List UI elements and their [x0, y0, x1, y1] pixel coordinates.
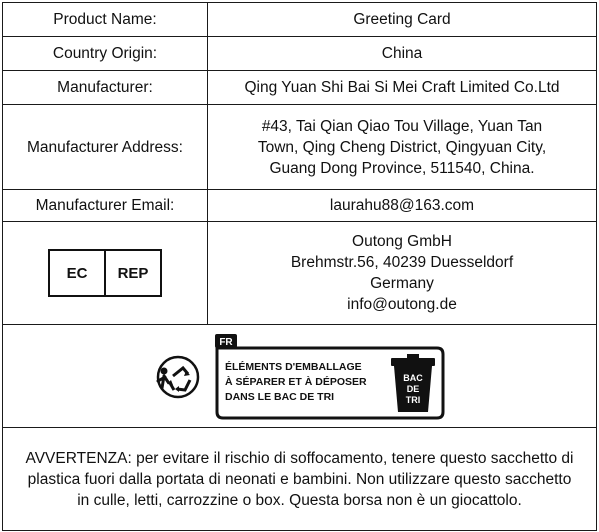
- country-origin-value: China: [208, 37, 597, 71]
- triman-line: À SÉPARER ET À DÉPOSER: [224, 376, 367, 388]
- table-row: [3, 37, 597, 71]
- rep-text: REP: [117, 264, 149, 282]
- bin-line: BAC: [402, 373, 423, 383]
- address-line: Guang Dong Province, 511540, China.: [269, 159, 535, 177]
- ec-rep-line: info@outong.de: [347, 296, 457, 313]
- ec-rep-line: Outong GmbH: [352, 233, 452, 250]
- warning-line: AVVERTENZA: per evitare il rischio di soffocamento, tenere questo sacchetto di: [25, 449, 574, 467]
- table-row: [3, 105, 597, 190]
- table-row: [3, 222, 597, 325]
- product-info-table: [2, 2, 597, 531]
- triman-cell: [3, 325, 597, 428]
- warning-text: [3, 428, 597, 531]
- triman-line: DANS LE BAC DE TRI: [224, 391, 334, 403]
- manufacturer-email-label: Manufacturer Email:: [3, 190, 208, 222]
- country-origin-label: Country Origin:: [3, 37, 208, 71]
- triman-logo: [7, 332, 592, 420]
- ec-rep-address: [208, 222, 597, 325]
- warning-line: plastica fuori dalla portata di neonati e bambini. Non utilizzare questo sacchetto: [27, 470, 572, 488]
- triman-line: ÉLÉMENTS D'EMBALLAGE: [224, 361, 362, 373]
- table-row: [3, 3, 597, 37]
- table-row: [3, 71, 597, 105]
- recycling-bin-icon: [391, 354, 435, 412]
- address-line: #43, Tai Qian Qiao Tou Village, Yuan Tan: [261, 117, 543, 135]
- table-row: [3, 325, 597, 428]
- manufacturer-label: Manufacturer:: [3, 71, 208, 105]
- bin-line: TRI: [405, 395, 420, 405]
- manufacturer-email-value: laurahu88@163.com: [208, 190, 597, 222]
- table-row: [3, 428, 597, 531]
- manufacturer-address-label: Manufacturer Address:: [3, 105, 208, 190]
- bin-line: DE: [406, 384, 419, 394]
- manufacturer-value: Qing Yuan Shi Bai Si Mei Craft Limited Co.Ltd: [208, 71, 597, 105]
- ec-rep-line: Germany: [370, 275, 434, 292]
- manufacturer-address-value: [208, 105, 597, 190]
- country-code: FR: [218, 337, 233, 348]
- triman-icon: [155, 352, 201, 400]
- address-line: Town, Qing Cheng District, Qingyuan City,: [257, 138, 547, 156]
- ec-rep-symbol: [48, 249, 162, 297]
- info-tri-label: [215, 332, 445, 420]
- ec-rep-line: Brehmstr.56, 40239 Duesseldorf: [290, 254, 514, 271]
- ec-rep-cell: [3, 222, 208, 325]
- warning-line: in culle, letti, carrozzine o box. Questa borsa non è un giocattolo.: [77, 491, 522, 509]
- ec-text: EC: [50, 251, 106, 295]
- table-row: [3, 190, 597, 222]
- product-name-label: Product Name:: [3, 3, 208, 37]
- product-name-value: Greeting Card: [208, 3, 597, 37]
